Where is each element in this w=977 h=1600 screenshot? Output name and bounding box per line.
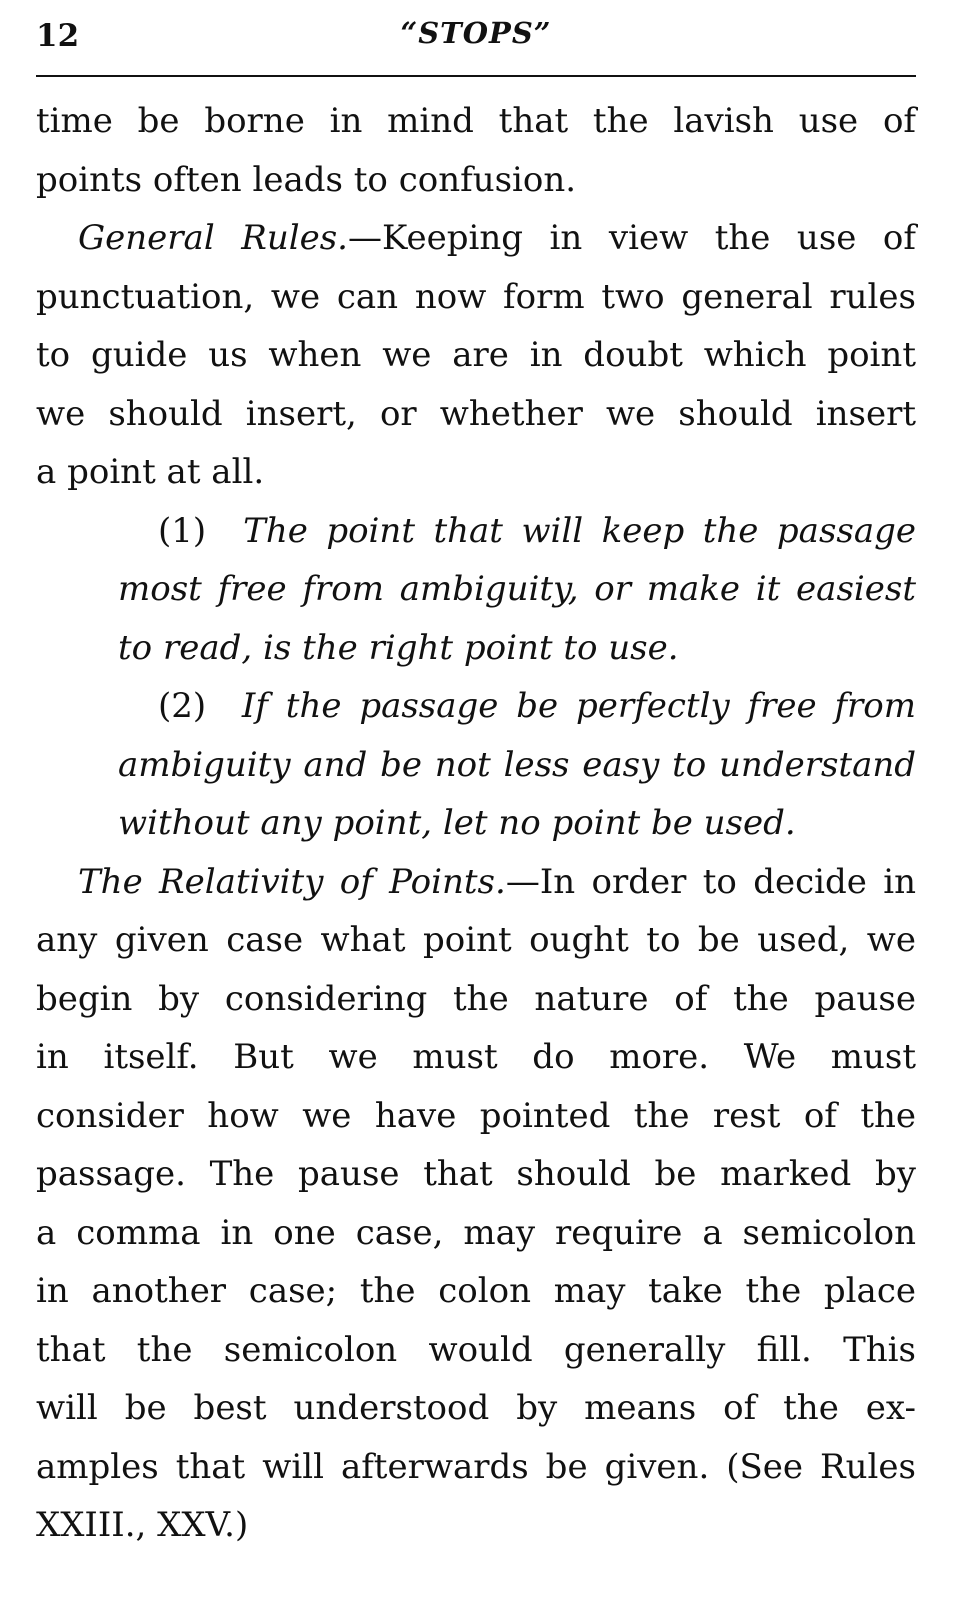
paragraph-relativity	[36, 853, 916, 912]
book-page	[36, 0, 916, 1600]
text-line: a comma in one case, may require a semicolon	[36, 1212, 916, 1253]
rule-text: If the passage be perfectly free from	[241, 686, 916, 726]
text-line: begin by considering the nature of the pause	[36, 978, 916, 1019]
running-head	[36, 0, 916, 72]
text-line: points often leads to confusion.	[36, 159, 577, 200]
header-rule	[36, 75, 916, 77]
text-line: a point at all.	[36, 452, 265, 492]
rule-text: most free from ambiguity, or make it easiest	[118, 569, 916, 609]
text-line: XXIII., XXV.)	[36, 1505, 249, 1545]
text-line: that the semicolon would generally fill. This	[36, 1329, 916, 1370]
paragraph-general-rules	[36, 209, 916, 268]
text-line: amples that will afterwards be given. (See Rules	[36, 1446, 916, 1487]
text-line: time be borne in mind that the lavish use of	[36, 101, 916, 141]
rule-number: (1)	[158, 510, 207, 551]
text-line: consider how we have pointed the rest of the	[36, 1095, 916, 1136]
text-line: we should insert, or whether we should insert	[36, 393, 916, 434]
text-line: in another case; the colon may take the place	[36, 1271, 916, 1311]
rule-text: ambiguity and be not less easy to understand	[118, 744, 916, 785]
text-line: —Keeping in view the use of	[347, 218, 916, 258]
rule-text: without any point, let no point be used.	[118, 803, 796, 843]
rule-text: to read, is the right point to use.	[118, 627, 679, 668]
rule-number: (2)	[158, 686, 207, 726]
text-line: to guide us when we are in doubt which point	[36, 335, 916, 375]
running-title: “STOPS”	[400, 16, 552, 50]
body-text	[36, 92, 916, 1555]
text-line: any given case what point ought to be used, we	[36, 920, 916, 960]
page-number: 12	[36, 18, 80, 54]
text-line: in itself. But we must do more. We must	[36, 1037, 916, 1077]
text-line: passage. The pause that should be marked by	[36, 1154, 916, 1194]
text-line: punctuation, we can now form two general rules	[36, 276, 916, 317]
rule-2	[36, 677, 916, 736]
text-line: —In order to decide in	[505, 861, 917, 902]
section-heading-relativity: The Relativity of Points.	[78, 861, 506, 902]
text-line: will be best understood by means of the ex-	[36, 1388, 916, 1428]
section-heading-general-rules: General Rules.	[78, 218, 348, 258]
rule-1	[36, 502, 916, 561]
rule-text: The point that will keep the passage	[243, 510, 916, 551]
